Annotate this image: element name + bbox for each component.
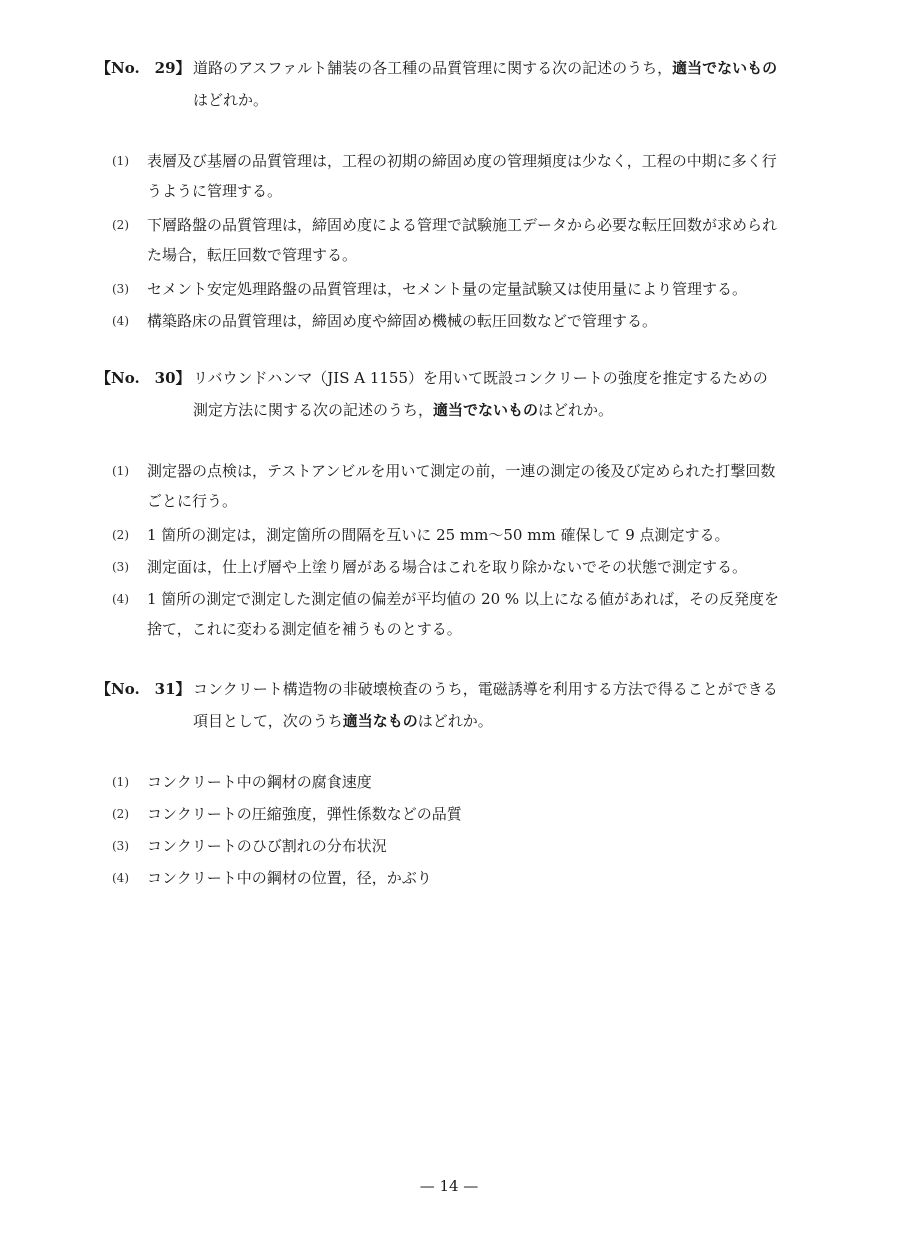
- option-number: (2): [112, 528, 129, 542]
- option-line: 測定面は，仕上げ層や上塗り層がある場合はこれを取り除かないでその状態で測定する。: [147, 558, 748, 576]
- option-1: [0, 456, 898, 518]
- question-29: [0, 52, 898, 338]
- stem-emphasis: 適当でないもの: [672, 59, 778, 77]
- option-number: (2): [112, 807, 129, 821]
- stem-emphasis: 適当なもの: [342, 712, 418, 730]
- option-text: [147, 146, 807, 206]
- option-line: 表層及び基層の品質管理は，工程の初期の締固め度の管理頻度は少なく，工程の中期に多く行: [147, 152, 777, 170]
- question-header: [0, 52, 898, 116]
- option-2: [0, 799, 898, 829]
- stem-text-continued: 測定方法に関する次の記述のうち，: [193, 401, 434, 419]
- option-4: [0, 863, 898, 893]
- stem-emphasis: 適当でないもの: [433, 401, 539, 419]
- option-text: [147, 863, 807, 893]
- option-text: [147, 767, 807, 797]
- option-text: [147, 274, 807, 304]
- stem-text: 道路のアスファルト舗装の各工種の品質管理に関する次の記述のうち，: [193, 59, 673, 77]
- stem-text: リバウンドハンマ（JIS A 1155）を用いて既設コンクリートの強度を推定するための: [193, 369, 768, 387]
- option-number: (1): [112, 464, 129, 478]
- option-text: [147, 306, 807, 336]
- option-1: [0, 146, 898, 208]
- option-line: ごとに行う。: [147, 492, 238, 510]
- option-text: [147, 584, 807, 644]
- option-line: うように管理する。: [147, 182, 283, 200]
- option-line: セメント安定処理路盤の品質管理は，セメント量の定量試験又は使用量により管理する。: [147, 280, 748, 298]
- option-text: [147, 456, 807, 516]
- option-3: [0, 831, 898, 861]
- question-number: 【No. 31】: [96, 680, 191, 698]
- option-line: コンクリート中の鋼材の位置，径，かぶり: [147, 869, 432, 887]
- option-2: [0, 520, 898, 550]
- page-number: — 14 —: [419, 1177, 479, 1195]
- option-line: 1 箇所の測定で測定した測定値の偏差が平均値の 20 % 以上になる値があれば，その反発度を: [147, 590, 779, 608]
- option-number: (4): [112, 314, 129, 328]
- stem-text-continued: 項目として，次のうち: [193, 712, 343, 730]
- question-number: 【No. 30】: [96, 369, 191, 387]
- stem-text: コンクリート構造物の非破壊検査のうち，電磁誘導を利用する方法で得ることができる: [193, 680, 778, 698]
- option-line: た場合，転圧回数で管理する。: [147, 246, 358, 264]
- question-stem: [193, 673, 805, 737]
- option-line: 構築路床の品質管理は，締固め度や締固め機械の転圧回数などで管理する。: [147, 312, 658, 330]
- option-text: [147, 831, 807, 861]
- option-3: [0, 552, 898, 582]
- option-line: 捨て，これに変わる測定値を補うものとする。: [147, 620, 462, 638]
- stem-text-continued: はどれか。: [193, 91, 269, 109]
- option-number: (1): [112, 154, 129, 168]
- question-stem: [193, 52, 805, 116]
- option-line: コンクリートの圧縮強度，弾性係数などの品質: [147, 805, 462, 823]
- option-4: [0, 306, 898, 336]
- stem-text-end: はどれか。: [538, 401, 614, 419]
- option-number: (3): [112, 839, 129, 853]
- option-line: コンクリートのひび割れの分布状況: [147, 837, 387, 855]
- option-3: [0, 274, 898, 304]
- option-text: [147, 552, 807, 582]
- option-line: 測定器の点検は，テストアンビルを用いて測定の前，一連の測定の後及び定められた打撃回数: [147, 462, 776, 480]
- option-4: [0, 584, 898, 646]
- option-line: 下層路盤の品質管理は，締固め度による管理で試験施工データから必要な転圧回数が求められ: [147, 216, 778, 234]
- option-number: (2): [112, 218, 129, 232]
- question-header: [0, 673, 898, 737]
- option-text: [147, 799, 807, 829]
- option-number: (3): [112, 282, 129, 296]
- question-header: [0, 362, 898, 426]
- option-text: [147, 520, 807, 550]
- option-1: [0, 767, 898, 797]
- stem-text-end: はどれか。: [417, 712, 493, 730]
- option-list: [0, 767, 898, 893]
- option-number: (4): [112, 871, 129, 885]
- option-number: (4): [112, 592, 129, 606]
- option-text: [147, 210, 807, 270]
- option-list: [0, 456, 898, 646]
- question-stem: [193, 362, 805, 426]
- option-line: 1 箇所の測定は，測定箇所の間隔を互いに 25 mm～50 mm 確保して 9 点測定する。: [147, 526, 730, 544]
- option-list: [0, 146, 898, 336]
- option-2: [0, 210, 898, 272]
- option-number: (3): [112, 560, 129, 574]
- question-30: [0, 362, 898, 648]
- option-number: (1): [112, 775, 129, 789]
- question-number: 【No. 29】: [96, 59, 191, 77]
- option-line: コンクリート中の鋼材の腐食速度: [147, 773, 372, 791]
- question-31: [0, 673, 898, 895]
